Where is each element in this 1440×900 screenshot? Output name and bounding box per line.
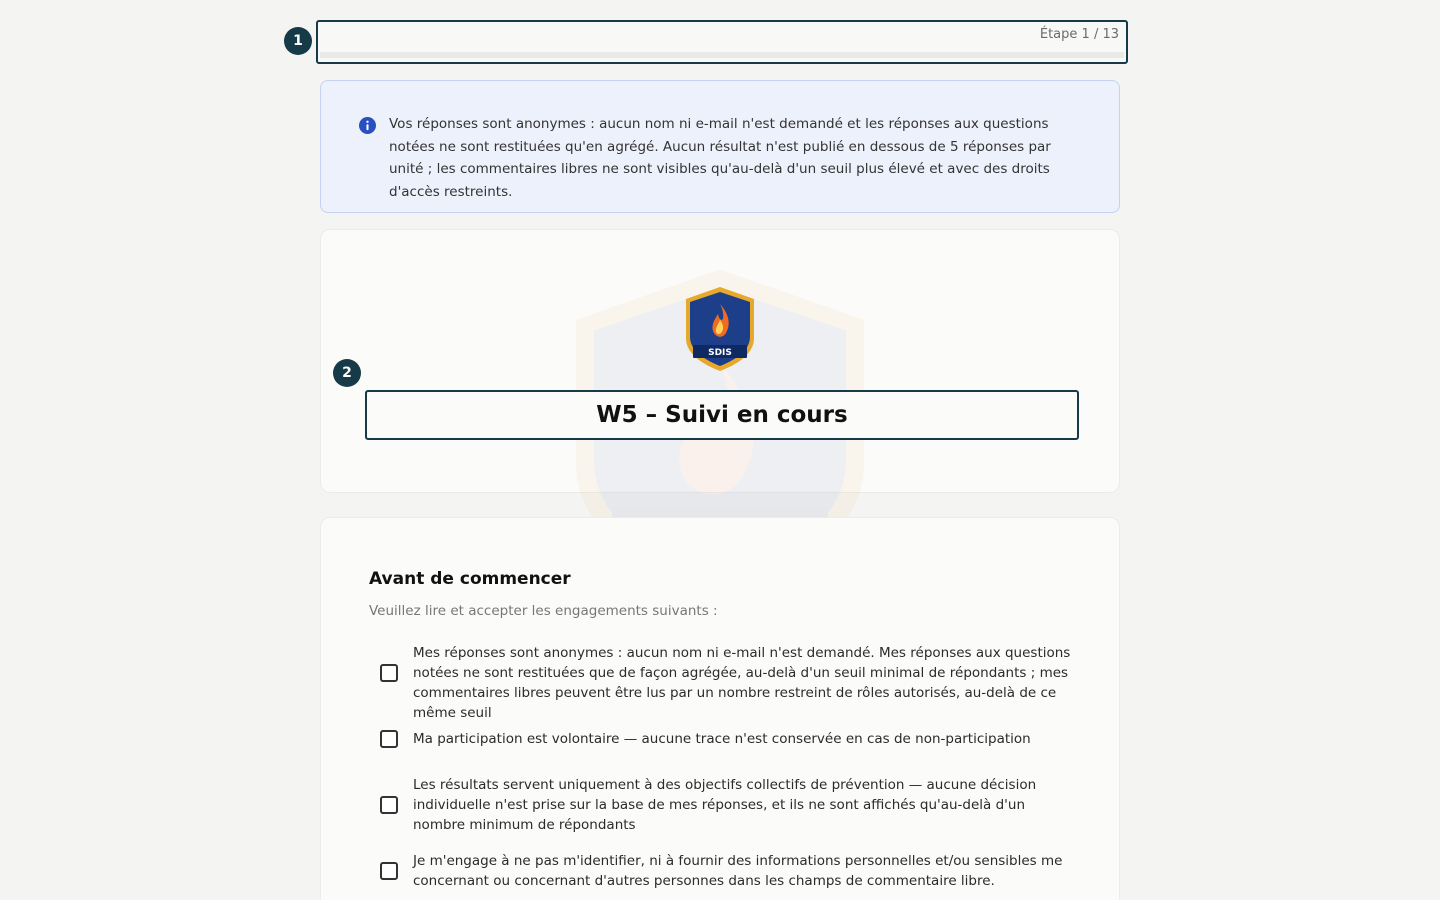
sdis-badge-logo — [684, 286, 756, 372]
progress-track — [320, 52, 1124, 58]
section-subtitle: Veuillez lire et accepter les engagements suivants : — [369, 603, 718, 619]
engagement-label: Les résultats servent uniquement à des objectifs collectifs de prévention — aucune décision individuelle n'est prise sur la base de mes réponses, et ils ne sont affichés qu'au-delà d'un nombre minimum de répondants — [413, 777, 1037, 833]
progress-label: Étape 1 / 13 — [1039, 27, 1119, 42]
badge-text: SDIS — [708, 348, 732, 358]
survey-title: W5 – Suivi en cours — [596, 402, 848, 428]
survey-title-box — [365, 390, 1079, 440]
section-title: Avant de commencer — [369, 569, 571, 589]
anonymity-info-banner — [320, 80, 1120, 213]
engagement-checkbox[interactable] — [380, 862, 398, 880]
engagement-checkbox[interactable] — [380, 796, 398, 814]
engagement-label: Je m'engage à ne pas m'identifier, ni à fournir des informations personnelles et/ou sensibles me concernant ou concernant d'autres personnes dans les champs de commentaire libre. — [413, 853, 1063, 889]
progress-bar — [316, 20, 1128, 64]
step-marker-2: 2 — [333, 359, 361, 387]
engagement-checkbox[interactable] — [380, 730, 398, 748]
engagement-label: Ma participation est volontaire — aucune trace n'est conservée en cas de non-participation — [413, 731, 1031, 747]
info-text: Vos réponses sont anonymes : aucun nom ni e-mail n'est demandé et les réponses aux questions notées ne sont restituées qu'en agrégé. Aucun résultat n'est publié en dessous de 5 réponses par unité ; les commentaires libres ne sont visibles qu'au-delà d'un seuil plus élevé et avec des droits d'accès restreints. — [389, 116, 1051, 200]
step-marker-1: 1 — [284, 27, 312, 55]
engagement-checkbox[interactable] — [380, 664, 398, 682]
engagement-label: Mes réponses sont anonymes : aucun nom ni e-mail n'est demandé. Mes réponses aux questions notées ne sont restituées que de façon agrégée, au-delà d'un seuil minimal de répondants ; mes commentaires libres peuvent être lus par un nombre restreint de rôles autorisés, au-delà de ce même seuil — [413, 645, 1071, 721]
info-icon — [359, 117, 376, 134]
